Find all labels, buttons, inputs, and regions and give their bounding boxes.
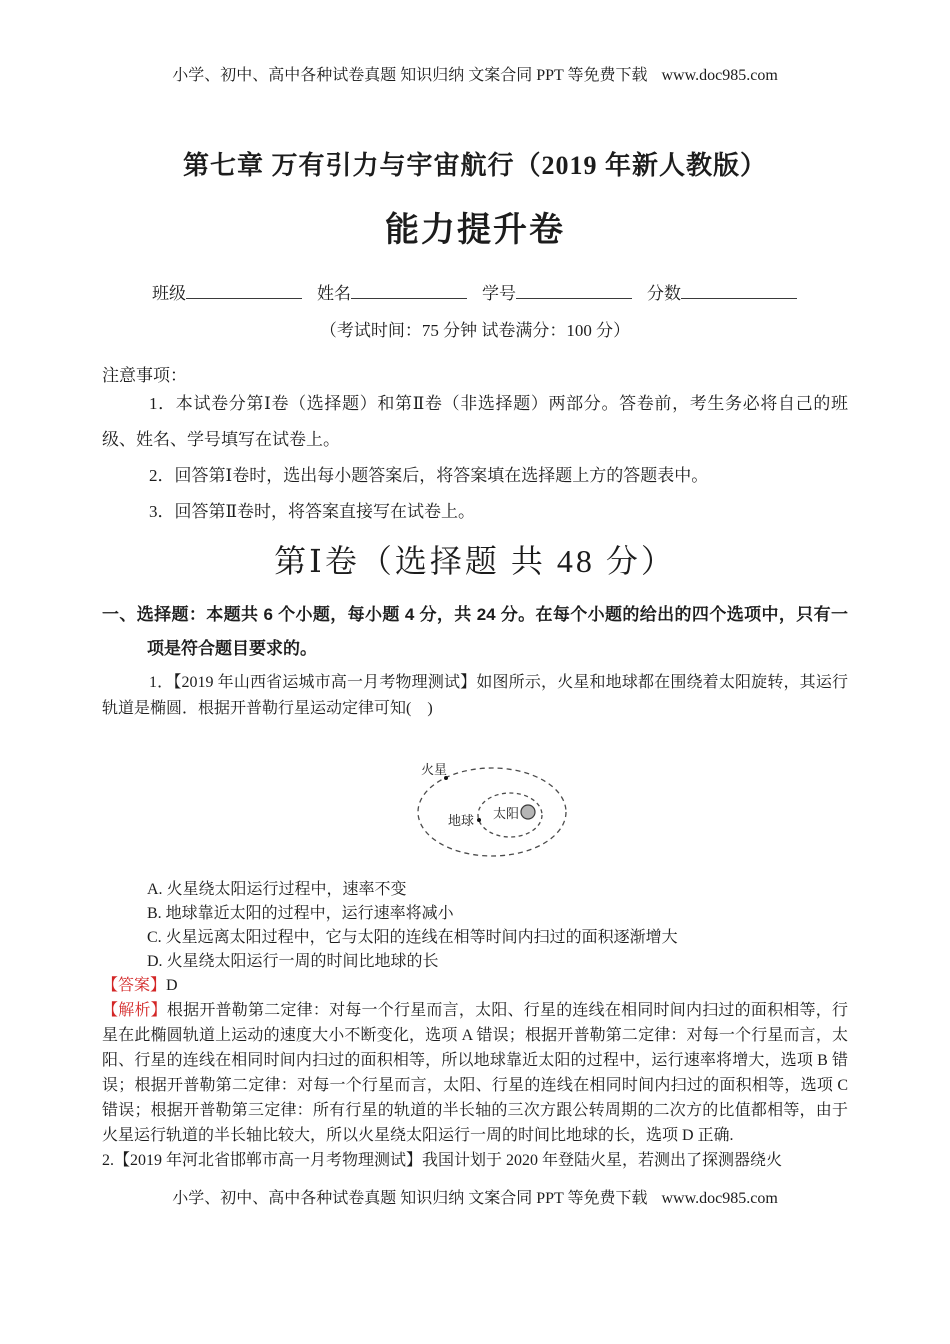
mars-label: 火星 xyxy=(421,762,448,777)
score-field xyxy=(647,279,797,304)
score-label: 分数 xyxy=(647,284,681,303)
answer-label: 【答案】 xyxy=(102,977,167,994)
banner-url-bottom: www.doc985.com xyxy=(661,1190,778,1207)
notes-heading: 注意事项： xyxy=(102,366,187,385)
answer-value: D xyxy=(166,977,178,994)
earth-dot xyxy=(477,818,481,822)
section1-heading: 第Ⅰ卷（选择题 共 48 分） xyxy=(274,543,676,579)
name-field xyxy=(317,279,467,304)
score-blank-line xyxy=(681,280,797,299)
exam-time-info: （考试时间：75 分钟 试卷满分：100 分） xyxy=(319,321,631,340)
question1-stem: 1．【2019 年山西省运城市高一月考物理测试】如图所示，火星和地球都在围绕着太阳旋转，其运行轨道是椭圆．根据开普勒行星运动定律可知( ) xyxy=(102,674,848,717)
note-item-1: 1．本试卷分第Ⅰ卷（选择题）和第Ⅱ卷（非选择题）两部分。答卷前，考生务必将自己的班级、姓名、学号填写在试卷上。 xyxy=(102,394,848,449)
orbit-diagram-svg xyxy=(389,748,619,878)
student-id-field xyxy=(482,279,632,304)
question1-options xyxy=(102,878,848,974)
orbit-diagram xyxy=(389,748,619,878)
earth-label: 地球 xyxy=(448,813,475,828)
sun-circle xyxy=(521,805,535,819)
site-banner-top xyxy=(102,0,848,85)
name-label: 姓名 xyxy=(317,284,351,303)
section1-instructions: 一、选择题：本题共 6 个小题，每小题 4 分，共 24 分。在每个小题的给出的四个选项中，只有一项是符合题目要求的。 xyxy=(102,605,848,658)
site-banner-bottom xyxy=(102,1185,848,1208)
question1-option-a: A. 火星绕太阳运行过程中，速率不变 xyxy=(147,881,407,898)
student-id-label: 学号 xyxy=(482,284,516,303)
note-item-3: 3．回答第Ⅱ卷时，将答案直接写在试卷上。 xyxy=(149,502,476,521)
question2-stem: 2.【2019 年河北省邯郸市高一月考物理测试】我国计划于 2020 年登陆火星，若测出了探测器绕火 xyxy=(102,1152,783,1169)
question1-option-d: D. 火星绕太阳运行一周的时间比地球的长 xyxy=(147,953,439,970)
student-id-blank-line xyxy=(516,280,632,299)
student-info-row xyxy=(102,279,848,304)
notes-section xyxy=(102,361,848,530)
mars-orbit-ellipse xyxy=(418,768,566,856)
note-item-2: 2．回答第Ⅰ卷时，选出每小题答案后，将答案填在选择题上方的答题表中。 xyxy=(149,466,709,485)
banner-text: 小学、初中、高中各种试卷真题 知识归纳 文案合同 PPT 等免费下载 xyxy=(172,67,648,84)
analysis-text: 根据开普勒第二定律：对每一个行星而言，太阳、行星的连线在相同时间内扫过的面积相等，行星在此椭圆轨道上运动的速度大小不断变化，选项 A 错误；根据开普勒第二定律：对每一个行星而言，太阳、行星的连线在相同时间内扫过的面积相等，所以地球靠近太阳的过程中，运行速率将增大，选项 B 错误；根据开普勒第二定律：对每一个行星而言，太阳、行星的连线在相同时间内扫过的面积相等，选项 C 错误；根据开普勒第三定律：所有行星的轨道的半长轴的三次方跟公转周期的二次方的比值都相等，由于火星运行轨道的半长轴比较大，所以火星绕太阳运行一周的时间比地球的长，选项 D 正确. xyxy=(102,1002,848,1144)
name-blank-line xyxy=(351,280,467,299)
banner-text-bottom: 小学、初中、高中各种试卷真题 知识归纳 文案合同 PPT 等免费下载 xyxy=(172,1190,648,1207)
question1-answer-line xyxy=(102,974,848,998)
class-blank-line xyxy=(186,280,302,299)
question1-option-c: C. 火星远离太阳过程中，它与太阳的连线在相等时间内扫过的面积逐渐增大 xyxy=(147,929,678,946)
question1-option-b: B. 地球靠近太阳的过程中，运行速率将减小 xyxy=(147,905,454,922)
sun-label: 太阳 xyxy=(493,806,520,821)
class-field xyxy=(152,279,302,304)
question1-analysis xyxy=(102,998,848,1148)
chapter-title: 第七章 万有引力与宇宙航行（2019 年新人教版） xyxy=(182,151,767,180)
paper-title: 能力提升卷 xyxy=(385,212,565,249)
class-label: 班级 xyxy=(152,284,186,303)
analysis-label: 【解析】 xyxy=(102,1002,167,1019)
banner-url: www.doc985.com xyxy=(661,67,778,84)
